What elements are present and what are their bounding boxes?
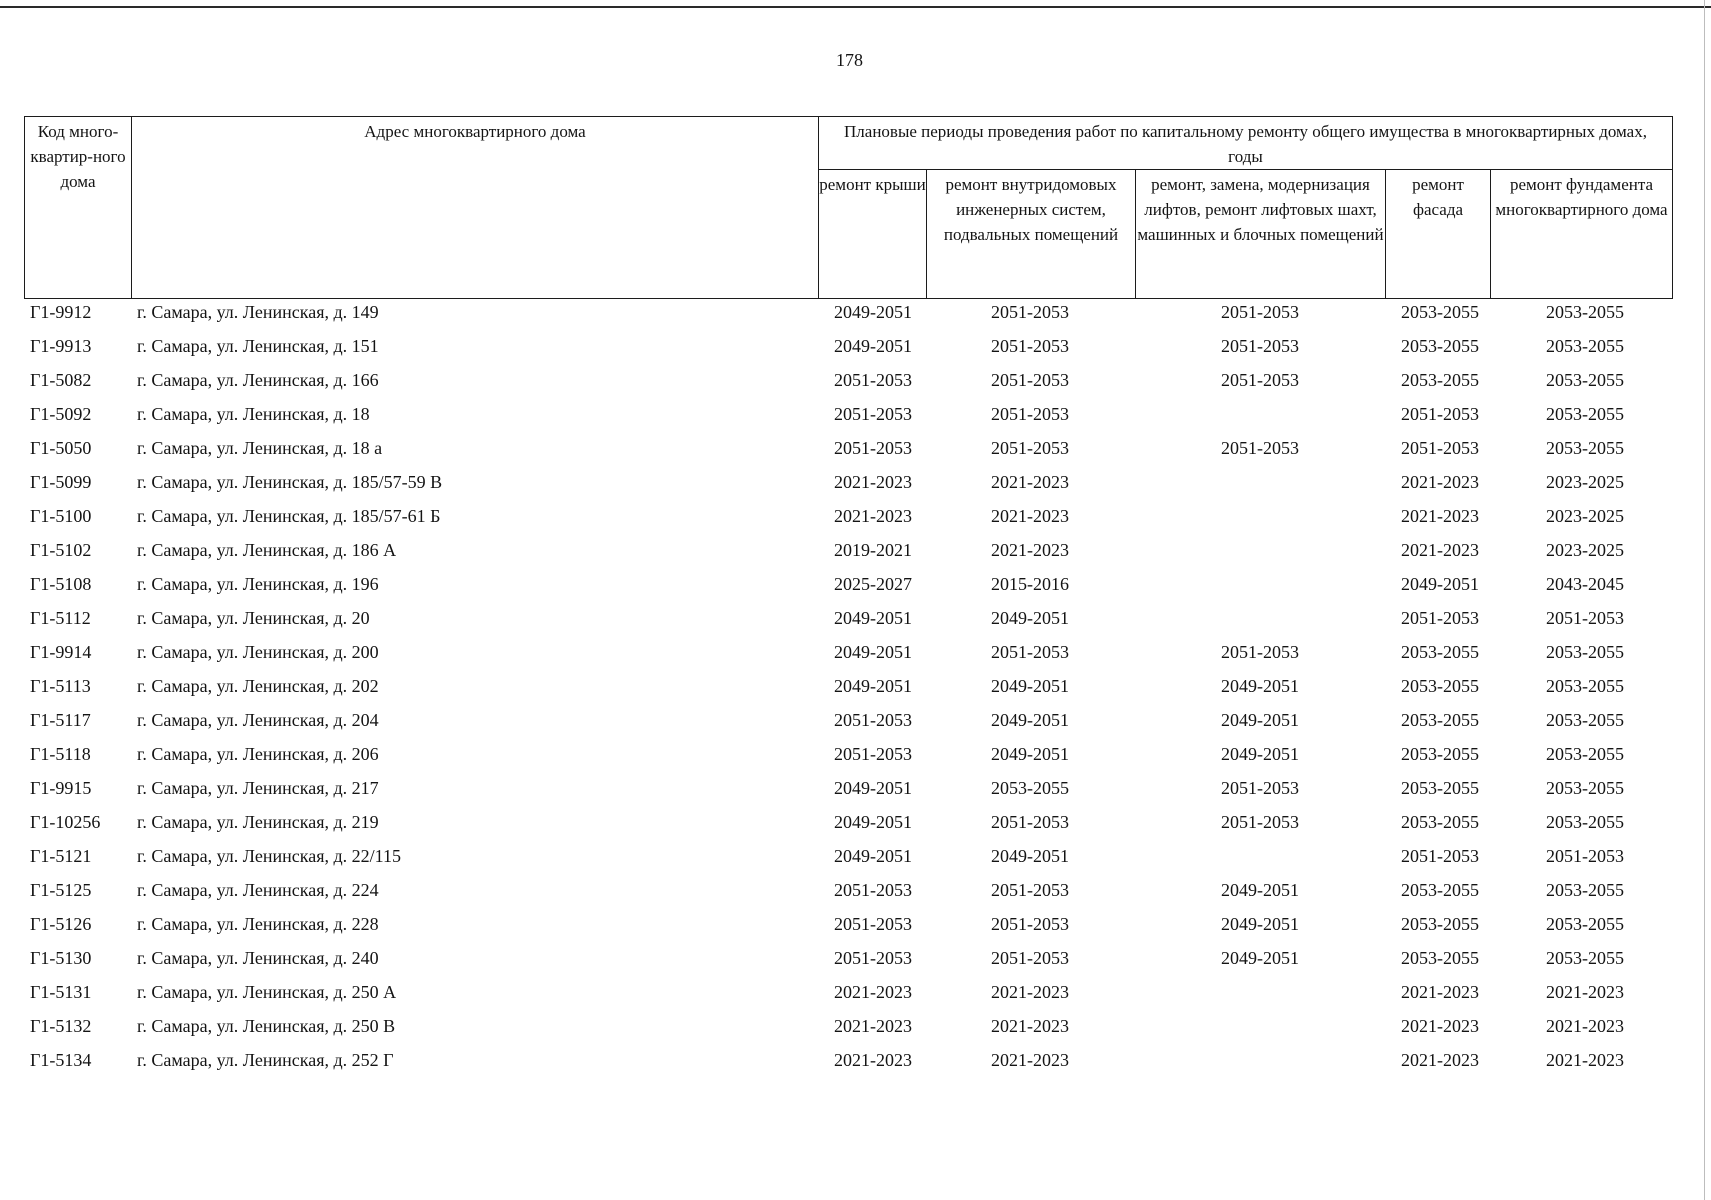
table-row [0, 468, 1711, 502]
cell-roof: 2051-2053 [834, 744, 912, 764]
cell-facade: 2053-2055 [1401, 642, 1479, 662]
cell-address: г. Самара, ул. Ленинская, д. 252 Г [137, 1050, 394, 1070]
table-row [0, 502, 1711, 536]
cell-facade: 2021-2023 [1401, 982, 1479, 1002]
cell-engineering: 2021-2023 [991, 982, 1069, 1002]
table-row [0, 774, 1711, 808]
cell-engineering: 2049-2051 [991, 608, 1069, 628]
page-number: 178 [836, 50, 863, 70]
cell-roof: 2021-2023 [834, 982, 912, 1002]
cell-address: г. Самара, ул. Ленинская, д. 250 В [137, 1016, 396, 1036]
cell-engineering: 2051-2053 [991, 880, 1069, 900]
table-row [0, 672, 1711, 706]
cell-address: г. Самара, ул. Ленинская, д. 149 [137, 302, 379, 322]
cell-roof: 2025-2027 [834, 574, 912, 594]
cell-lifts: 2049-2051 [1221, 914, 1299, 934]
cell-engineering: 2049-2051 [991, 744, 1069, 764]
cell-lifts: 2049-2051 [1221, 710, 1299, 730]
cell-engineering: 2051-2053 [991, 948, 1069, 968]
table-row [0, 604, 1711, 638]
cell-lifts: 2049-2051 [1221, 880, 1299, 900]
cell-roof: 2051-2053 [834, 438, 912, 458]
cell-facade: 2021-2023 [1401, 1050, 1479, 1070]
cell-address: г. Самара, ул. Ленинская, д. 217 [137, 778, 379, 798]
table-row [0, 910, 1711, 944]
cell-address: г. Самара, ул. Ленинская, д. 202 [137, 676, 379, 696]
table-row [0, 638, 1711, 672]
cell-engineering: 2051-2053 [991, 642, 1069, 662]
cell-foundation: 2053-2055 [1546, 914, 1624, 934]
cell-foundation: 2053-2055 [1546, 404, 1624, 424]
cell-foundation: 2021-2023 [1546, 982, 1624, 1002]
cell-roof: 2049-2051 [834, 336, 912, 356]
cell-facade: 2053-2055 [1401, 336, 1479, 356]
cell-address: г. Самара, ул. Ленинская, д. 250 А [137, 982, 397, 1002]
cell-foundation: 2053-2055 [1546, 948, 1624, 968]
cell-lifts: 2051-2053 [1221, 302, 1299, 322]
cell-foundation: 2021-2023 [1546, 1016, 1624, 1036]
cell-foundation: 2023-2025 [1546, 540, 1624, 560]
table-row [0, 842, 1711, 876]
cell-facade: 2049-2051 [1401, 574, 1479, 594]
cell-code: Г1-5050 [30, 438, 92, 458]
cell-address: г. Самара, ул. Ленинская, д. 186 А [137, 540, 397, 560]
cell-address: г. Самара, ул. Ленинская, д. 196 [137, 574, 379, 594]
cell-facade: 2051-2053 [1401, 846, 1479, 866]
cell-foundation: 2053-2055 [1546, 744, 1624, 764]
cell-address: г. Самара, ул. Ленинская, д. 20 [137, 608, 370, 628]
cell-engineering: 2021-2023 [991, 1050, 1069, 1070]
cell-lifts: 2051-2053 [1221, 336, 1299, 356]
cell-engineering: 2051-2053 [991, 914, 1069, 934]
cell-code: Г1-5112 [30, 608, 91, 628]
cell-code: Г1-5113 [30, 676, 91, 696]
cell-engineering: 2021-2023 [991, 1016, 1069, 1036]
cell-engineering: 2049-2051 [991, 710, 1069, 730]
cell-foundation: 2053-2055 [1546, 710, 1624, 730]
cell-code: Г1-10256 [30, 812, 101, 832]
cell-code: Г1-5082 [30, 370, 92, 390]
cell-lifts: 2051-2053 [1221, 778, 1299, 798]
cell-address: г. Самара, ул. Ленинская, д. 228 [137, 914, 379, 934]
cell-facade: 2021-2023 [1401, 540, 1479, 560]
table-row [0, 400, 1711, 434]
table-row [0, 876, 1711, 910]
table-row [0, 944, 1711, 978]
cell-address: г. Самара, ул. Ленинская, д. 206 [137, 744, 379, 764]
cell-facade: 2053-2055 [1401, 710, 1479, 730]
header-facade: ремонт фасада [1385, 169, 1491, 299]
header-code: Код много-квартир-ного дома [24, 116, 132, 299]
cell-facade: 2053-2055 [1401, 676, 1479, 696]
cell-engineering: 2051-2053 [991, 438, 1069, 458]
header-foundation: ремонт фундамента многоквартирного дома [1490, 169, 1673, 299]
cell-lifts: 2051-2053 [1221, 812, 1299, 832]
table-row [0, 570, 1711, 604]
cell-foundation: 2053-2055 [1546, 642, 1624, 662]
cell-address: г. Самара, ул. Ленинская, д. 204 [137, 710, 379, 730]
cell-lifts: 2049-2051 [1221, 948, 1299, 968]
cell-lifts: 2049-2051 [1221, 676, 1299, 696]
cell-engineering: 2051-2053 [991, 404, 1069, 424]
cell-roof: 2051-2053 [834, 880, 912, 900]
cell-foundation: 2053-2055 [1546, 302, 1624, 322]
cell-roof: 2021-2023 [834, 506, 912, 526]
table-row [0, 1046, 1711, 1080]
cell-foundation: 2053-2055 [1546, 880, 1624, 900]
cell-engineering: 2053-2055 [991, 778, 1069, 798]
cell-foundation: 2023-2025 [1546, 506, 1624, 526]
cell-facade: 2053-2055 [1401, 948, 1479, 968]
cell-foundation: 2053-2055 [1546, 438, 1624, 458]
cell-address: г. Самара, ул. Ленинская, д. 18 а [137, 438, 383, 458]
cell-code: Г1-5102 [30, 540, 92, 560]
cell-address: г. Самара, ул. Ленинская, д. 219 [137, 812, 379, 832]
cell-code: Г1-5100 [30, 506, 92, 526]
cell-facade: 2053-2055 [1401, 370, 1479, 390]
cell-roof: 2049-2051 [834, 676, 912, 696]
cell-facade: 2021-2023 [1401, 506, 1479, 526]
cell-code: Г1-9912 [30, 302, 92, 322]
cell-engineering: 2015-2016 [991, 574, 1069, 594]
table-row [0, 978, 1711, 1012]
cell-foundation: 2053-2055 [1546, 812, 1624, 832]
header-address: Адрес многоквартирного дома [131, 116, 819, 299]
table-row [0, 740, 1711, 774]
cell-code: Г1-5126 [30, 914, 92, 934]
table-row [0, 808, 1711, 842]
cell-facade: 2021-2023 [1401, 1016, 1479, 1036]
cell-engineering: 2051-2053 [991, 370, 1069, 390]
cell-roof: 2021-2023 [834, 1050, 912, 1070]
cell-address: г. Самара, ул. Ленинская, д. 240 [137, 948, 379, 968]
cell-roof: 2049-2051 [834, 812, 912, 832]
cell-code: Г1-9913 [30, 336, 92, 356]
cell-foundation: 2043-2045 [1546, 574, 1624, 594]
cell-facade: 2051-2053 [1401, 608, 1479, 628]
table-row [0, 366, 1711, 400]
cell-foundation: 2053-2055 [1546, 778, 1624, 798]
cell-code: Г1-5092 [30, 404, 92, 424]
top-rule [0, 6, 1711, 8]
cell-foundation: 2023-2025 [1546, 472, 1624, 492]
cell-lifts: 2049-2051 [1221, 744, 1299, 764]
table-row [0, 434, 1711, 468]
cell-roof: 2049-2051 [834, 642, 912, 662]
cell-facade: 2053-2055 [1401, 914, 1479, 934]
cell-code: Г1-5125 [30, 880, 92, 900]
cell-lifts: 2051-2053 [1221, 370, 1299, 390]
cell-roof: 2051-2053 [834, 370, 912, 390]
cell-lifts: 2051-2053 [1221, 438, 1299, 458]
cell-facade: 2053-2055 [1401, 302, 1479, 322]
cell-engineering: 2049-2051 [991, 676, 1069, 696]
cell-roof: 2051-2053 [834, 948, 912, 968]
cell-code: Г1-5130 [30, 948, 92, 968]
cell-engineering: 2049-2051 [991, 846, 1069, 866]
cell-address: г. Самара, ул. Ленинская, д. 200 [137, 642, 379, 662]
cell-code: Г1-5134 [30, 1050, 92, 1070]
cell-roof: 2049-2051 [834, 302, 912, 322]
cell-roof: 2051-2053 [834, 914, 912, 934]
cell-roof: 2049-2051 [834, 846, 912, 866]
cell-address: г. Самара, ул. Ленинская, д. 18 [137, 404, 370, 424]
cell-facade: 2053-2055 [1401, 778, 1479, 798]
cell-code: Г1-5132 [30, 1016, 92, 1036]
cell-foundation: 2053-2055 [1546, 676, 1624, 696]
cell-roof: 2049-2051 [834, 778, 912, 798]
cell-roof: 2021-2023 [834, 472, 912, 492]
cell-facade: 2021-2023 [1401, 472, 1479, 492]
cell-facade: 2051-2053 [1401, 438, 1479, 458]
table-row [0, 536, 1711, 570]
cell-foundation: 2053-2055 [1546, 370, 1624, 390]
header-lifts: ремонт, замена, модернизация лифтов, ремонт лифтовых шахт, машинных и блочных помещений [1135, 169, 1386, 299]
cell-roof: 2019-2021 [834, 540, 912, 560]
cell-foundation: 2021-2023 [1546, 1050, 1624, 1070]
cell-engineering: 2021-2023 [991, 506, 1069, 526]
cell-code: Г1-5121 [30, 846, 92, 866]
table-row [0, 1012, 1711, 1046]
cell-engineering: 2051-2053 [991, 812, 1069, 832]
cell-code: Г1-5108 [30, 574, 92, 594]
cell-code: Г1-5117 [30, 710, 91, 730]
cell-address: г. Самара, ул. Ленинская, д. 22/115 [137, 846, 401, 866]
cell-foundation: 2051-2053 [1546, 846, 1624, 866]
cell-address: г. Самара, ул. Ленинская, д. 151 [137, 336, 379, 356]
cell-foundation: 2051-2053 [1546, 608, 1624, 628]
table-row [0, 706, 1711, 740]
cell-code: Г1-9915 [30, 778, 92, 798]
cell-lifts: 2051-2053 [1221, 642, 1299, 662]
table-row [0, 332, 1711, 366]
cell-facade: 2051-2053 [1401, 404, 1479, 424]
cell-code: Г1-5099 [30, 472, 92, 492]
cell-roof: 2021-2023 [834, 1016, 912, 1036]
cell-code: Г1-9914 [30, 642, 92, 662]
cell-facade: 2053-2055 [1401, 880, 1479, 900]
header-roof: ремонт крыши [818, 169, 927, 299]
header-periods: Плановые периоды проведения работ по капитальному ремонту общего имущества в многоквартирных домах, годы [818, 116, 1673, 170]
cell-code: Г1-5131 [30, 982, 92, 1002]
cell-address: г. Самара, ул. Ленинская, д. 185/57-59 В [137, 472, 443, 492]
cell-code: Г1-5118 [30, 744, 91, 764]
cell-engineering: 2051-2053 [991, 302, 1069, 322]
cell-roof: 2051-2053 [834, 404, 912, 424]
cell-facade: 2053-2055 [1401, 744, 1479, 764]
cell-address: г. Самара, ул. Ленинская, д. 166 [137, 370, 379, 390]
cell-facade: 2053-2055 [1401, 812, 1479, 832]
cell-engineering: 2021-2023 [991, 472, 1069, 492]
table-body [0, 298, 1711, 1080]
cell-roof: 2051-2053 [834, 710, 912, 730]
cell-engineering: 2051-2053 [991, 336, 1069, 356]
table-row [0, 298, 1711, 332]
cell-engineering: 2021-2023 [991, 540, 1069, 560]
cell-foundation: 2053-2055 [1546, 336, 1624, 356]
cell-roof: 2049-2051 [834, 608, 912, 628]
header-engineering: ремонт внутридомовых инженерных систем, подвальных помещений [926, 169, 1136, 299]
cell-address: г. Самара, ул. Ленинская, д. 185/57-61 Б [137, 506, 441, 526]
cell-address: г. Самара, ул. Ленинская, д. 224 [137, 880, 379, 900]
